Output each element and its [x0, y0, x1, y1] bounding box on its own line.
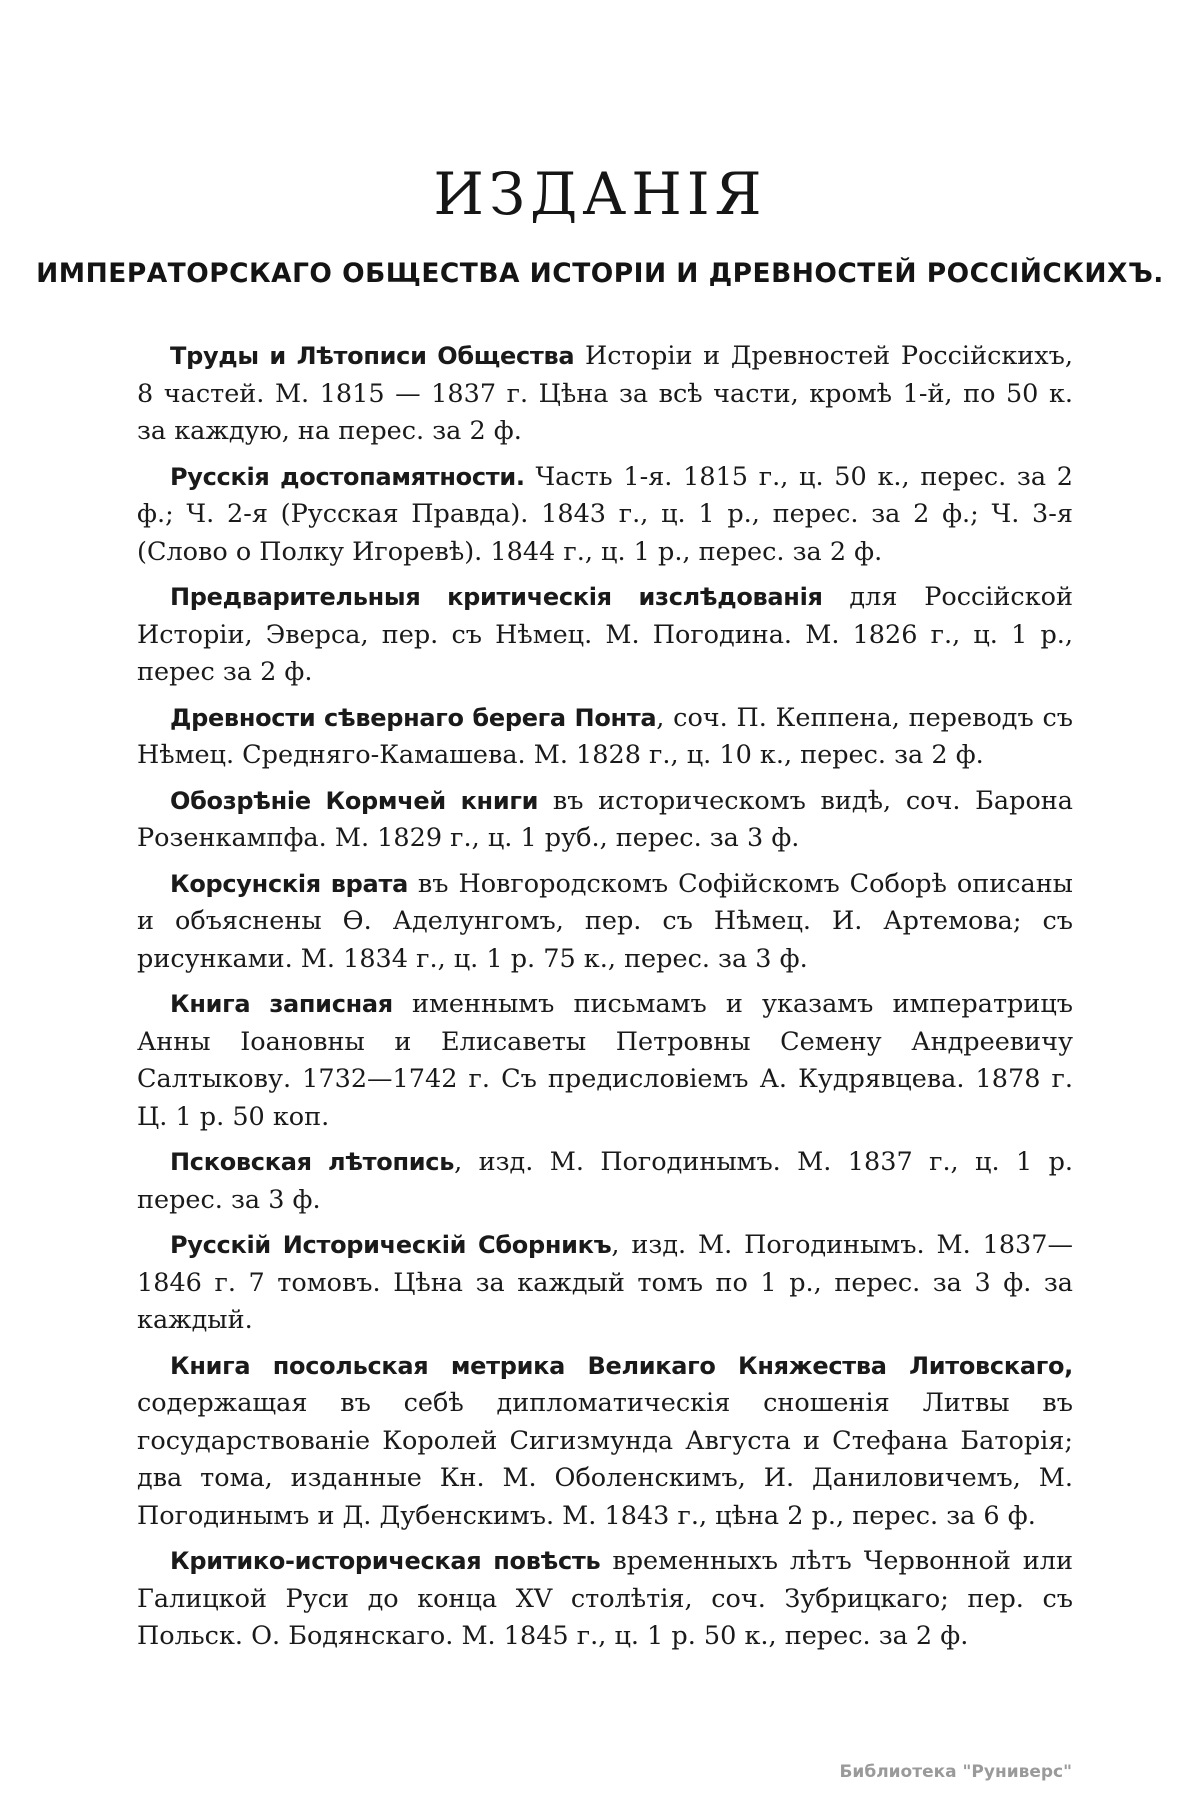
publication-entry	[137, 1144, 1073, 1219]
publication-entry	[137, 986, 1073, 1136]
entry-title: Книга записная	[170, 990, 393, 1018]
publication-entry	[137, 1543, 1073, 1656]
entry-title: Русскія достопамятности.	[170, 462, 525, 491]
entry-text: въ историческомъ видѣ, соч. Барона Розенкампфа. М. 1829 г., ц. 1 руб., перес. за 3 ф.	[137, 785, 1073, 853]
entry-text: для Россійской Исторіи, Эверса, пер. съ Нѣмец. М. Погодина. М. 1826 г., ц. 1 р., перес за 2 ф.	[137, 582, 1073, 687]
library-watermark: Библиотека "Руниверс"	[839, 1762, 1072, 1782]
entry-title: Псковская лѣтопись	[170, 1148, 455, 1176]
entry-title: Книга посольская метрика Великаго Княжества Литовскаго,	[170, 1351, 1073, 1380]
entry-text: Часть 1-я. 1815 г., ц. 50 к., перес. за 2 ф.; Ч. 2-я (Русская Правда). 1843 г., ц. 1 р., перес. за 2 ф.; Ч. 3-я (Слово о Полку Игоревѣ). 1844 г., ц. 1 р., перес. за 2 ф.	[137, 461, 1073, 567]
entry-title: Критико-историческая повѣсть	[170, 1547, 601, 1575]
entry-title: Труды и Лѣтописи Общества	[170, 342, 575, 370]
entry-title: Обозрѣніе Кормчей книги	[170, 786, 539, 815]
publication-entry	[137, 459, 1073, 572]
entry-title: Предварительныя критическія изслѣдованія	[170, 583, 823, 611]
entry-title: Древности сѣвернаго берега Понта	[170, 703, 657, 732]
page-subtitle: ИМПЕРАТОРСКАГО ОБЩЕСТВА ИСТОРІИ И ДРЕВНОСТЕЙ РОССІЙСКИХЪ.	[36, 258, 1164, 289]
entry-text: именнымъ письмамъ и указамъ императрицъ Анны Іоановны и Елисаветы Петровны Семену Андреевичу Салтыкову. 1732—1742 г. Съ предисловіемъ А. Кудрявцева. 1878 г. Ц. 1 р. 50 коп.	[137, 989, 1073, 1132]
entry-title: Корсунскія врата	[170, 869, 408, 898]
publication-entry	[137, 579, 1073, 692]
entry-text: временныхъ лѣтъ Червонной или Галицкой Руси до конца XV столѣтія, соч. Зубрицкаго; пер. съ Польск. О. Бодянскаго. М. 1845 г., ц. 1 р. 50 к., перес. за 2 ф.	[137, 1546, 1073, 1651]
publication-entry	[137, 866, 1073, 979]
publication-list	[137, 338, 1073, 1664]
publication-entry	[137, 700, 1073, 775]
entry-text: , изд. М. Погодинымъ. М. 1837 г., ц. 1 р. перес. за 3 ф.	[137, 1147, 1074, 1215]
entry-text: , соч. П. Кеппена, переводъ съ Нѣмец. Средняго-Камашева. М. 1828 г., ц. 10 к., перес. за 2 ф.	[137, 702, 1073, 770]
page-title: ИЗДАНІЯ	[433, 160, 767, 228]
publication-entry	[137, 1348, 1073, 1536]
entry-text: въ Новгородскомъ Софійскомъ Соборѣ описаны и объяснены Ѳ. Аделунгомъ, пер. съ Нѣмец. И. Артемова; съ рисунками. М. 1834 г., ц. 1 р. 75 к., перес. за 3 ф.	[137, 868, 1073, 974]
entry-title: Русскій Историческій Сборникъ	[170, 1231, 612, 1259]
publication-entry	[137, 338, 1073, 451]
entry-text: , изд. М. Погодинымъ. М. 1837—1846 г. 7 томовъ. Цѣна за каждый томъ по 1 р., перес. за 3 ф. за каждый.	[137, 1230, 1073, 1335]
entry-text: Исторіи и Древностей Россійскихъ, 8 частей. М. 1815 — 1837 г. Цѣна за всѣ части, кромѣ 1-й, по 50 к. за каждую, на перес. за 2 ф.	[137, 341, 1073, 446]
publication-entry	[137, 1227, 1073, 1340]
entry-text: содержащая въ себѣ дипломатическія сношенія Литвы въ государствованіе Королей Сигизмунда Августа и Стефана Баторія; два тома, изданные Кн. М. Оболенскимъ, И. Даниловичемъ, М. Погодинымъ и Д. Дубенскимъ. М. 1843 г., цѣна 2 р., перес. за 6 ф.	[137, 1388, 1073, 1531]
publication-entry	[137, 783, 1073, 858]
